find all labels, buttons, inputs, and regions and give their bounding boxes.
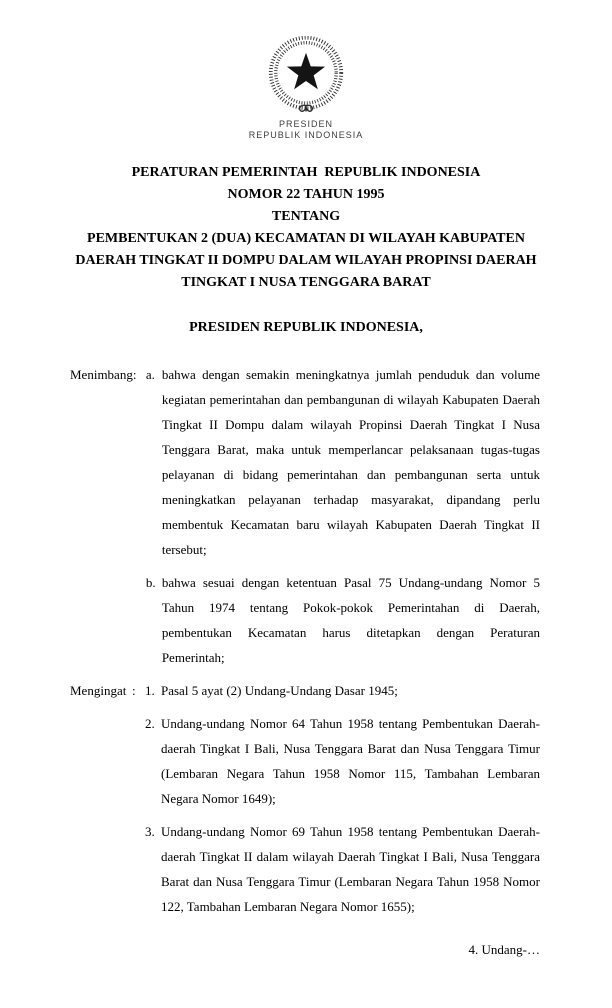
star-wreath-emblem-icon <box>264 36 348 114</box>
section-items <box>145 678 540 925</box>
section-items <box>146 362 540 676</box>
list-item <box>146 362 540 562</box>
section-label: Mengingat <box>70 683 127 698</box>
title-line-subject-2: DAERAH TINGKAT II DOMPU DALAM WILAYAH PROPINSI DAERAH <box>75 253 537 268</box>
list-item <box>145 678 540 703</box>
list-item <box>145 819 540 919</box>
item-marker: b. <box>145 575 156 590</box>
salutation: PRESIDEN REPUBLIK INDONESIA, <box>189 320 423 335</box>
list-item <box>145 711 540 811</box>
section-label: Menimbang <box>70 367 133 382</box>
section-colon: : <box>132 367 137 382</box>
item-text: Undang-undang Nomor 64 Tahun 1958 tentang Pembentukan Daerah-daerah Tingkat I Bali, Nusa Tenggara Barat dan Nusa Tenggara Timur (Lembaran Negara Tahun 1958 Nomor 115, Tambahan Lembaran Negara Nomor 1649); <box>161 716 540 806</box>
document-body <box>0 362 612 925</box>
item-marker: 1. <box>145 683 155 698</box>
item-marker: a. <box>145 367 155 382</box>
section-colon: : <box>132 683 136 698</box>
org-line-presiden: PRESIDEN <box>278 119 333 129</box>
document-title <box>0 162 612 294</box>
item-marker: 3. <box>145 824 155 839</box>
title-line-subject-1: PEMBENTUKAN 2 (DUA) KECAMATAN DI WILAYAH KABUPATEN <box>87 231 525 246</box>
letterhead <box>0 0 612 141</box>
item-text: bahwa sesuai dengan ketentuan Pasal 75 Undang-undang Nomor 5 Tahun 1974 tentang Pokok-pokok Pemerintahan di Daerah, pembentukan Kecamatan harus ditetapkan dengan Peraturan Pemerintah; <box>161 575 540 665</box>
item-text: Pasal 5 ayat (2) Undang-Undang Dasar 1945; <box>161 683 398 698</box>
item-text: Undang-undang Nomor 69 Tahun 1958 tentang Pembentukan Daerah-daerah Tingkat II dalam wilayah Daerah Tingkat I Bali, Nusa Tenggara Barat dan Nusa Tenggara Timur (Lembaran Negara Tahun 1958 Nomor 122, Tambahan Lembaran Negara Nomor 1655); <box>161 824 540 914</box>
org-line-republik-indonesia: REPUBLIK INDONESIA <box>248 130 364 140</box>
org-name <box>249 119 364 141</box>
section-menimbang <box>70 362 540 676</box>
title-line-subject-3: TINGKAT I NUSA TENGGARA BARAT <box>181 275 431 290</box>
item-marker: 2. <box>145 716 155 731</box>
title-line-regulation: PERATURAN PEMERINTAH REPUBLIK INDONESIA <box>131 165 481 180</box>
title-line-tentang: TENTANG <box>271 209 341 224</box>
list-item <box>146 570 540 670</box>
title-line-number: NOMOR 22 TAHUN 1995 <box>227 187 385 202</box>
catchword: 4. Undang-… <box>468 942 540 957</box>
section-mengingat <box>70 678 540 925</box>
item-text: bahwa dengan semakin meningkatnya jumlah penduduk dan volume kegiatan pemerintahan dan pembangunan di wilayah Kabupaten Daerah Tingkat II Dompu dalam wilayah Propinsi Daerah Tingkat I Nusa Tenggara Barat, maka untuk memperlancar pelaksanaan tugas-tugas pelayanan di bidang pemerintahan dan pembangunan serta untuk meningkatkan pelayanan terhadap masyarakat, dipandang perlu membentuk Kecamatan baru wilayah Kabupaten Daerah Tingkat II tersebut; <box>161 367 540 557</box>
